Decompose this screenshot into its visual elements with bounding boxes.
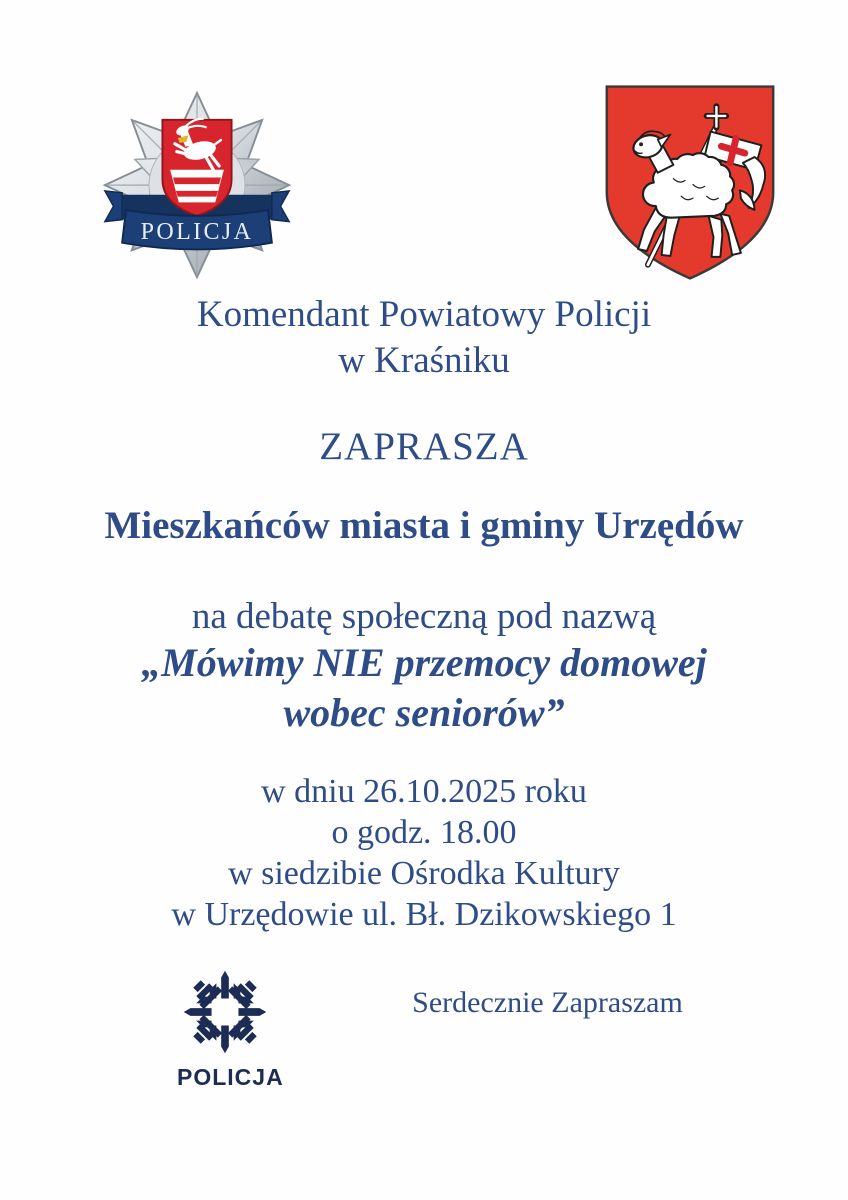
policja-star-logo-icon [177, 964, 284, 1091]
time-line: o godz. 18.00 [331, 814, 517, 851]
audience-text: Mieszkańców miasta i gminy Urzędów [104, 504, 744, 547]
poster-title-line2: w Kraśniku [338, 340, 510, 381]
venue-line1: w siedzibie Ośrodka Kultury [228, 855, 620, 892]
debate-intro-text: na debatę społeczną pod nazwą [191, 596, 657, 637]
date-line: w dniu 26.10.2025 roku [261, 773, 587, 810]
venue-line2: w Urzędowie ul. Bł. Dzikowskiego 1 [171, 896, 677, 933]
policja-logo-label: POLICJA [177, 1064, 284, 1090]
signature-text: Serdecznie Zapraszam [412, 986, 683, 1019]
debate-title-line2: wobec seniorów” [283, 690, 565, 735]
policja-star-svg [177, 964, 273, 1060]
invites-text: ZAPRASZA [319, 425, 529, 468]
police-star-badge-icon [101, 84, 293, 292]
urzedow-coat-of-arms-icon [597, 75, 783, 289]
poster-title-line1: Komendant Powiatowy Policji [196, 294, 652, 335]
urzedow-crest-svg [597, 75, 783, 289]
debate-title-line1: „Mówimy NIE przemocy domowej [141, 640, 707, 685]
police-badge-svg [101, 84, 293, 292]
police-badge-ribbon-label: POLICJA [140, 218, 254, 245]
